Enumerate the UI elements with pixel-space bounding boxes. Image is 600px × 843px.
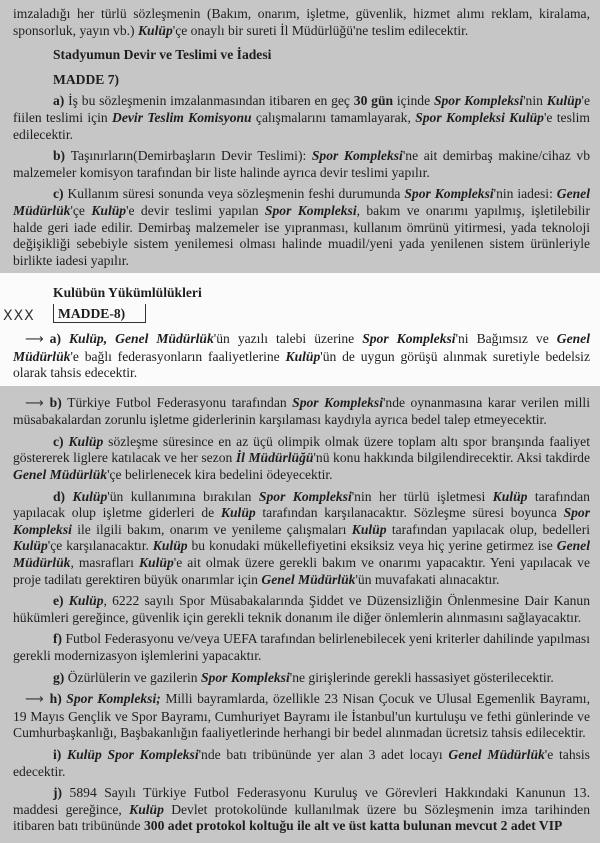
emphasized-term: Genel Müdürlük [13, 538, 590, 571]
emphasized-term: Spor Kompleksi [13, 505, 591, 537]
text-run: 'çe belirlenecek kira bedelini ödeyecektir. [107, 467, 333, 483]
emphasized-term: Spor Kompleksi [200, 669, 290, 685]
text-run: 'nin her türlü işletmesi [351, 488, 493, 504]
document-section [0, 0, 600, 273]
emphasized-term: Kulüp [220, 505, 256, 521]
text-run: 'ne ait demirbaş makine/cihaz vb malzemeler komisyon tarafından bir liste halinde ayrıca devir teslimi yapılır. [13, 148, 590, 180]
text-run: Stadyumun Devir ve Teslimi ve İadesi [53, 47, 272, 63]
text-run: 'e ait olmak üzere gerekli bakım ve onarımı yapacaktır. Yeni yapılacak ve proje tadilatı gerektiren büyük onarımlar için [13, 555, 591, 587]
text-run: 'e teslim edilecektir. [13, 109, 590, 142]
bold-text: f) [53, 631, 66, 647]
emphasized-term: Kulüp [137, 22, 173, 38]
text-run: İş bu sözleşmenin imzalanmasından itibaren en geç [68, 93, 354, 109]
bold-text: a) [49, 330, 69, 346]
text-run: 'e tahsis edecektir. [13, 746, 590, 779]
emphasized-term: Kulüp [13, 538, 48, 554]
emphasized-term: Kulüp [351, 521, 387, 537]
text-run: Türkiye Futbol Federasyonu tarafından [67, 394, 293, 410]
paragraph [13, 593, 590, 626]
text-run: MADDE 7) [53, 71, 120, 87]
text-run: imzaladığı her türlü sözleşmenin (Bakım, onarım, işletme, güvenlik, hizmet alımı reklam, kiralama, sponsorluk, yayın vb.) [13, 6, 590, 38]
emphasized-term: Spor Kompleksi; [66, 691, 161, 707]
emphasized-term: Kulüp [285, 348, 321, 364]
emphasized-term: Kulüp [68, 433, 104, 449]
paragraph [13, 331, 590, 382]
emphasized-term: Kulüp [492, 488, 528, 504]
text-run: 'e bağlı federasyonların faaliyetlerine [70, 348, 286, 364]
emphasized-term: Kulüp [68, 593, 104, 609]
text-run: 'ün muvafakati alınacaktır. [355, 571, 500, 587]
highlighted-section [0, 273, 600, 385]
paragraph [13, 670, 590, 687]
emphasized-term: Spor Kompleksi [311, 148, 403, 164]
text-run: bu konudaki mükellefiyetini eksiksiz veya hiç yerine getirmez ise [187, 538, 557, 554]
text-run: 'nin iadesi: [493, 186, 557, 202]
emphasized-term: Spor Kompleksi [258, 488, 352, 504]
bold-text: j) [53, 785, 70, 801]
bold-text: 30 gün [353, 93, 394, 109]
emphasized-term: Genel Müdürlük [448, 746, 545, 762]
text-run: içinde [393, 93, 434, 109]
bold-text: 300 adet protokol koltuğu ile alt ve üst katta bulunan mevcut 2 adet VIP [144, 818, 563, 834]
text-run: , bakım ve onarımı yapılmış, işletilebilir halde geri iade edilir. Demirbaş malzemeler ise yıpranması, kullanım ömrünü yitirmesi, yada teknoloji değişikliği sebebiyle sistem yenilemesi olması halinde muadil/yeni yada yenilenen sistem ürünleriyle birlikte iadesi yapılır. [13, 202, 590, 268]
text-run: , masrafları [70, 555, 139, 571]
emphasized-term: Kulüp [152, 538, 188, 554]
text-run: 'nin [523, 93, 547, 109]
text-run: 'e devir teslimi yapılan [126, 202, 265, 218]
handwritten-arrow-icon: ⟶ [25, 395, 44, 411]
paragraph [13, 93, 590, 143]
emphasized-term: Kulüp [91, 202, 127, 218]
text-run: Taşınırların(Demirbaşların Devir Teslimi): [70, 148, 312, 164]
emphasized-term: İl Müdürlüğü [235, 450, 314, 466]
text-run: 'çe onaylı bir sureti İl Müdürlüğü'ne teslim edilecektir. [172, 22, 469, 38]
bold-text: h) [49, 691, 67, 707]
bold-text: a) [53, 93, 69, 109]
handwritten-xxx-mark: XXX [3, 307, 35, 324]
text-run: 'çe karşılanacaktır. [47, 538, 153, 554]
text-run: çalışmalarını tamamlayarak, [251, 109, 416, 125]
emphasized-term: Genel Müdürlük [13, 467, 108, 483]
text-run: , 6222 sayılı Spor Müsabakalarında Şiddet ve Düzensizliğin Önlenmesine Dair Kanun hükümleri gereğince, güvenlik için gerekli teknik donanım ile diğer önlemlerin alınmasını sağlayacaktır. [13, 593, 590, 625]
text-run: 'ün de uygun görüşü alınmak suretiyle bedelsiz olarak tahsis edecektir. [13, 348, 590, 381]
emphasized-term: Genel Müdürlük [13, 186, 590, 218]
paragraph [13, 489, 590, 589]
paragraph [13, 395, 590, 429]
emphasized-term: Genel Müdürlük [13, 330, 590, 364]
emphasized-term: Kulüp [129, 801, 164, 817]
handwritten-arrow-icon: ⟶ [25, 331, 44, 347]
emphasized-term: Kulüp, Genel Müdürlük [68, 330, 214, 346]
emphasized-term: Kulüp [138, 555, 174, 571]
text-run: Devlet protokolünde kullanılmak üzere bu Sözleşmenin imza tarihinden itibaren batı tribününde [13, 801, 590, 834]
section-heading [13, 47, 590, 64]
text-run: sözleşme süresince en az üçü olimpik olmak üzere toplam altı spor branşında faaliyet göstererek liglere katılacak ve her sezon [13, 433, 590, 466]
text-run: Özürlülerin ve gazilerin [67, 669, 201, 685]
bold-text: c) [53, 186, 68, 202]
boxed-article-label: MADDE-8) [53, 304, 146, 323]
paragraph [13, 747, 590, 780]
text-run: 'e fiilen teslimi için [13, 93, 590, 125]
emphasized-term: Spor Kompleksi Kulüp [415, 109, 544, 125]
text-run: 'ün yazılı talebi üzerine [213, 330, 363, 346]
bold-text: c) [53, 433, 69, 449]
bold-text: b) [53, 148, 71, 164]
text-run: 'nde batı tribününde yer alan 3 adet locayı [198, 746, 449, 762]
text-run: ile ilgili bakım, onarım ve yenileme çalışmaları [71, 521, 352, 537]
emphasized-term: Spor Kompleksi [362, 330, 456, 346]
text-run: Milli bayramlarda, özellikle 23 Nisan Çocuk ve Ulusal Egemenlik Bayramı, 19 Mayıs Gençlik ve Spor Bayramı, Cumhuriyet Bayramı ile İstanbul'un kurtuluşu ve fethi günlerinde ve Cumhurbaşkanlığı, Başbakanlığın faaliyetlerinde herhangi bir bedel alınmadan ücretsiz tahsis edilecektir. [13, 691, 590, 741]
emphasized-term: Spor Kompleksi [264, 202, 357, 218]
emphasized-term: Devir Teslim Komisyonu [112, 109, 252, 125]
text-run: Kulübün Yükümlülükleri [53, 285, 202, 301]
text-run: 5894 Sayılı Türkiye Futbol Federasyonu Kuruluş ve Görevleri Hakkındaki Kanunun 13. maddesi gereğince, [13, 785, 590, 817]
paragraph [13, 434, 590, 484]
emphasized-term: Spor Kompleksi [433, 93, 524, 109]
text-run: 'nü konu hakkında bilgilendirecektir. Aksi takdirde [313, 450, 590, 466]
text-run: 'nde oynanmasına karar verilen milli müsabakalardan zorunlu işletme giderlerinin karşılaması kaydıyla ayrıca bedel talep etmeyecektir. [13, 394, 590, 428]
bold-text: g) [53, 669, 68, 685]
paragraph [13, 631, 590, 664]
paragraph [13, 186, 590, 269]
text-run: 'ün kullanımına bırakılan [107, 488, 259, 504]
text-run: Futbol Federasyonu ve/veya UEFA tarafından belirlenebilecek yeni kriterler dahilinde yapılması gerekli modernizasyon işlemlerini yapacaktır. [13, 631, 590, 663]
emphasized-term: Spor Kompleksi [292, 394, 383, 410]
emphasized-term: Kulüp [72, 488, 108, 504]
paragraph [13, 6, 590, 39]
text-run: tarafından yapılacak olup işletme giderleri de [13, 488, 590, 521]
section-heading [13, 285, 590, 302]
emphasized-term: Genel Müdürlük [261, 571, 356, 587]
text-run: Kullanım süresi sonunda veya sözleşmenin feshi durumunda [67, 186, 405, 202]
emphasized-term: Kulüp [546, 93, 582, 109]
article-8-heading [3, 304, 590, 326]
section-heading [13, 72, 590, 89]
paragraph [13, 691, 590, 742]
text-run: tarafından yapılacak olup, bedelleri [386, 521, 591, 537]
document-section [0, 386, 600, 839]
bold-text: i) [53, 746, 68, 762]
text-run: 'çe [70, 202, 92, 218]
paragraph [13, 148, 590, 181]
bold-text: e) [53, 593, 69, 609]
handwritten-arrow-icon: ⟶ [25, 692, 44, 708]
bold-text: d) [53, 488, 73, 504]
emphasized-term: Kulüp Spor Kompleksi [67, 746, 199, 762]
paragraph [13, 785, 590, 835]
bold-text: b) [49, 394, 68, 410]
text-run: 'ni Bağımsız ve [455, 330, 557, 346]
text-run: 'ne girişlerinde gerekli hassasiyet gösterilecektir. [289, 669, 554, 685]
text-run: tarafından karşılanacaktır. Sözleşme süresi boyunca [255, 505, 564, 521]
emphasized-term: Spor Kompleksi [404, 186, 494, 202]
